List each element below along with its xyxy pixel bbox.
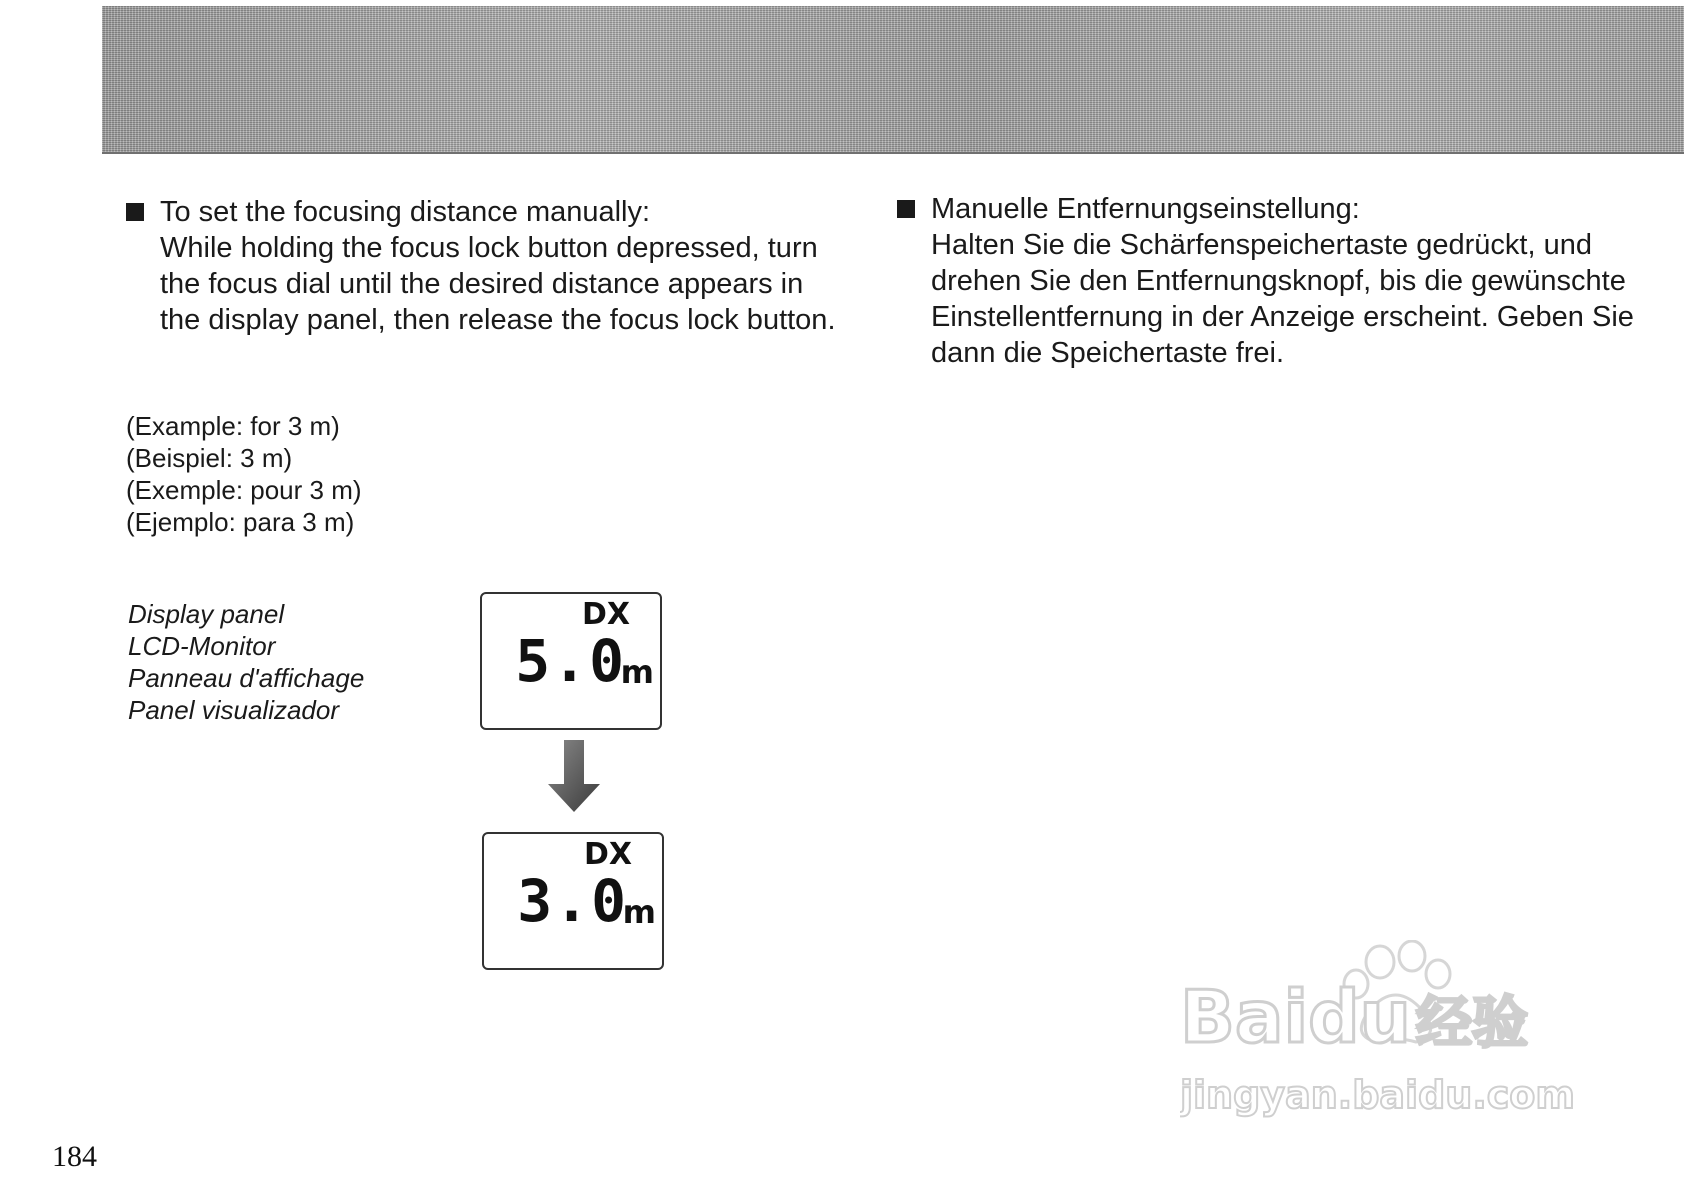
lcd-display-after: [482, 832, 664, 970]
german-instructions: [897, 191, 1637, 371]
lcd-display-before: [480, 592, 662, 730]
display-panel-labels: [128, 598, 364, 726]
lcd-distance-value: 3.0: [517, 867, 628, 935]
label-french: Panneau d'affichage: [128, 663, 365, 693]
label-english: Display panel: [128, 599, 285, 629]
example-german: (Beispiel: 3 m): [126, 443, 293, 473]
baidu-watermark-logo: [1180, 940, 1600, 1130]
english-body: While holding the focus lock button depressed, turn the focus dial until the desired distance appears in the display panel, then release the focus lock button.: [160, 232, 836, 336]
label-german: LCD-Monitor: [128, 631, 276, 661]
german-body: Halten Sie die Schärfenspeichertaste gedrückt, und drehen Sie den Entfernungsknopf, bis die gewünschte Einstellentfernung in der Anzeige erscheint. Geben Sie dann die Speichertaste frei.: [931, 229, 1634, 369]
example-spanish: (Ejemplo: para 3 m): [126, 507, 355, 537]
lcd-unit: m: [622, 893, 656, 931]
example-french: (Exemple: pour 3 m): [126, 475, 362, 505]
lcd-unit: m: [620, 653, 654, 691]
page-number: 184: [52, 1140, 97, 1173]
watermark-url: jingyan.baidu.com: [1180, 1073, 1575, 1117]
example-english: (Example: for 3 m): [126, 411, 340, 441]
bullet-square-icon: [126, 203, 144, 221]
lcd-mode-label: DX: [581, 597, 630, 632]
watermark-brand: Baidu: [1180, 975, 1411, 1059]
arrow-down-icon: [548, 740, 600, 812]
header-band: [102, 6, 1684, 154]
english-title: To set the focusing distance manually:: [160, 196, 651, 228]
english-instructions: [126, 194, 846, 338]
german-title: Manuelle Entfernungseinstellung:: [931, 193, 1360, 225]
example-list: [126, 410, 362, 538]
label-spanish: Panel visualizador: [128, 695, 340, 725]
lcd-distance-value: 5.0: [515, 627, 626, 695]
watermark-chinese: 经验: [1416, 991, 1528, 1056]
bullet-square-icon: [897, 200, 915, 218]
lcd-mode-label: DX: [583, 837, 632, 872]
